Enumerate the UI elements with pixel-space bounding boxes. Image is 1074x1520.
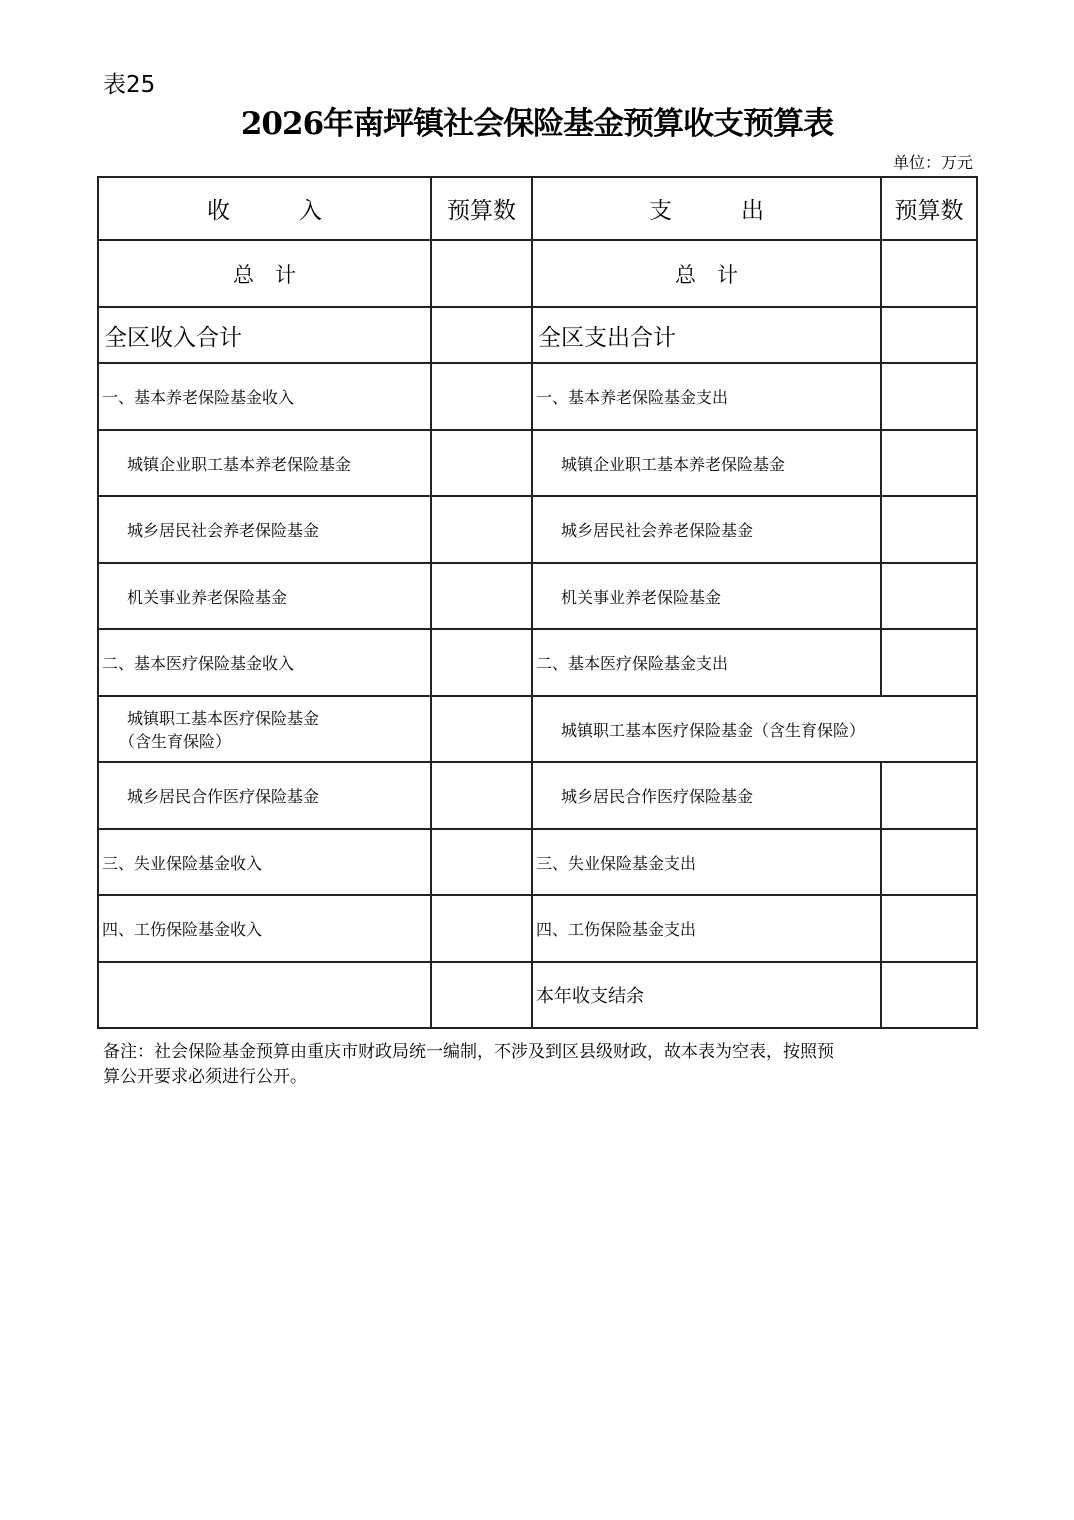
expense-total-value: [881, 240, 977, 307]
income-value: [431, 496, 532, 563]
expense-label: 城乡居民社会养老保险基金: [532, 496, 881, 563]
expense-value: [881, 762, 977, 829]
expense-label: 城乡居民合作医疗保险基金: [532, 762, 881, 829]
expense-value: [881, 430, 977, 496]
expense-label: 城镇职工基本医疗保险基金（含生育保险）: [532, 696, 977, 762]
income-value: [431, 762, 532, 829]
district-income-label: 全区收入合计: [98, 307, 431, 363]
header-income: 收 入: [98, 177, 431, 240]
empty-cell: [98, 962, 431, 1028]
expense-label: 三、失业保险基金支出: [532, 829, 881, 895]
income-label: 城乡居民合作医疗保险基金: [98, 762, 431, 829]
unit-label: 单位：万元: [892, 153, 973, 172]
income-label: 机关事业养老保险基金: [98, 563, 431, 629]
expense-value: [881, 563, 977, 629]
total-row: [98, 240, 977, 307]
table-row: [98, 563, 977, 629]
expense-value: [881, 496, 977, 563]
budget-table: [97, 176, 978, 1029]
district-total-row: [98, 307, 977, 363]
header-income-amount: 预算数: [431, 177, 532, 240]
income-value: [431, 563, 532, 629]
header-expense-amount: 预算数: [881, 177, 977, 240]
table-row: [98, 629, 977, 696]
income-label: 三、失业保险基金收入: [98, 829, 431, 895]
table-row: [98, 829, 977, 895]
header-expense: 支 出: [532, 177, 881, 240]
expense-label: 二、基本医疗保险基金支出: [532, 629, 881, 696]
income-value: [431, 629, 532, 696]
balance-label: 本年收支结余: [532, 962, 881, 1028]
income-label: [98, 696, 431, 762]
page-title: 2026年南坪镇社会保险基金预算收支预算表: [240, 106, 834, 142]
table-row: [98, 895, 977, 962]
income-total-value: [431, 240, 532, 307]
income-label-line1: 城镇职工基本医疗保险基金: [127, 709, 320, 728]
income-label: 城乡居民社会养老保险基金: [98, 496, 431, 563]
expense-total-label: 总 计: [532, 240, 881, 307]
expense-value: [881, 829, 977, 895]
table-row: [98, 762, 977, 829]
income-label: 二、基本医疗保险基金收入: [98, 629, 431, 696]
footnote-line1: 备注：社会保险基金预算由重庆市财政局统一编制，不涉及到区县级财政，故本表为空表，按照预: [103, 1042, 834, 1062]
district-income-value: [431, 307, 532, 363]
expense-value: [881, 895, 977, 962]
district-expense-value: [881, 307, 977, 363]
expense-label: 四、工伤保险基金支出: [532, 895, 881, 962]
table-row: [98, 363, 977, 430]
expense-label: 城镇企业职工基本养老保险基金: [532, 430, 881, 496]
balance-row: [98, 962, 977, 1028]
income-value: [431, 430, 532, 496]
district-expense-label: 全区支出合计: [532, 307, 881, 363]
footnote: [103, 1040, 973, 1090]
expense-value: [881, 629, 977, 696]
header-row: [98, 177, 977, 240]
expense-label: 机关事业养老保险基金: [532, 563, 881, 629]
expense-label: 一、基本养老保险基金支出: [532, 363, 881, 430]
expense-value: [881, 363, 977, 430]
table-row: [98, 696, 977, 762]
table-row: [98, 430, 977, 496]
income-label: 一、基本养老保险基金收入: [98, 363, 431, 430]
income-label: 城镇企业职工基本养老保险基金: [98, 430, 431, 496]
balance-value: [881, 962, 977, 1028]
income-value: [431, 696, 532, 762]
income-value: [431, 829, 532, 895]
income-label-line2: （含生育保险）: [119, 732, 232, 751]
empty-cell: [431, 962, 532, 1028]
footnote-line2: 算公开要求必须进行公开。: [103, 1067, 307, 1087]
table-number: 表25: [103, 72, 156, 98]
income-total-label: 总 计: [98, 240, 431, 307]
income-label: 四、工伤保险基金收入: [98, 895, 431, 962]
income-value: [431, 895, 532, 962]
table-row: [98, 496, 977, 563]
income-value: [431, 363, 532, 430]
